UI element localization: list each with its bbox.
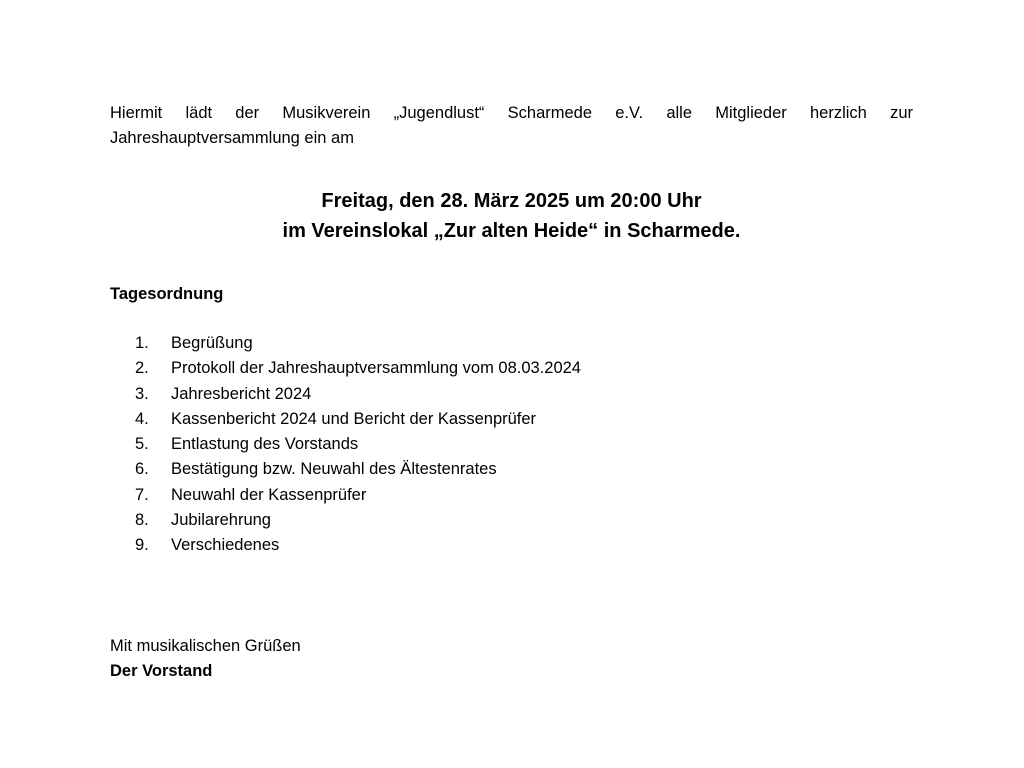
agenda-item-number: 2.	[135, 359, 149, 378]
agenda-item-number: 3.	[135, 384, 149, 403]
agenda-item-text: Begrüßung	[171, 334, 253, 352]
agenda-item-text: Kassenbericht 2024 und Bericht der Kassenprüfer	[171, 409, 537, 428]
agenda-item-number: 4.	[135, 409, 149, 428]
agenda-item-text: Entlastung des Vorstands	[171, 435, 359, 454]
agenda-item-number: 6.	[135, 460, 149, 479]
closing-block	[110, 634, 301, 684]
agenda-item	[110, 484, 810, 509]
agenda-heading: Tagesordnung	[110, 285, 224, 303]
agenda-item-text: Neuwahl der Kassenprüfer	[171, 485, 367, 504]
agenda-item	[110, 332, 810, 357]
agenda-item-number: 9.	[135, 536, 149, 555]
agenda-item-text: Jubilarehrung	[171, 511, 271, 530]
closing-signature: Der Vorstand	[110, 662, 213, 680]
agenda-item-text: Verschiedenes	[171, 536, 280, 555]
agenda-item-number: 5.	[135, 435, 149, 454]
agenda-item-text: Jahresbericht 2024	[171, 384, 312, 403]
agenda-item	[110, 458, 810, 483]
meeting-location: im Vereinslokal „Zur alten Heide“ in Scharmede.	[282, 220, 741, 242]
agenda-item-text: Protokoll der Jahreshauptversammlung vom 08.03.2024	[171, 359, 581, 378]
meeting-date-time: Freitag, den 28. März 2025 um 20:00 Uhr	[321, 190, 702, 212]
closing-greeting: Mit musikalischen Grüßen	[110, 637, 301, 655]
agenda-item	[110, 534, 810, 559]
agenda-item-number: 8.	[135, 511, 149, 530]
agenda-item-number: 7.	[135, 485, 149, 504]
intro-paragraph: Hiermit lädt der Musikverein „Jugendlust“ Scharmede e.V. alle Mitglieder herzlich zur Jahreshauptversammlung ein am	[110, 104, 913, 147]
agenda-item-number: 1.	[135, 334, 149, 352]
agenda-item-text: Bestätigung bzw. Neuwahl des Ältestenrates	[171, 460, 497, 479]
agenda-item	[110, 509, 810, 534]
agenda-item	[110, 433, 810, 458]
meeting-headline	[110, 186, 913, 246]
agenda-item	[110, 383, 810, 408]
agenda-list	[110, 332, 810, 560]
agenda-item	[110, 408, 810, 433]
agenda-item	[110, 357, 810, 382]
